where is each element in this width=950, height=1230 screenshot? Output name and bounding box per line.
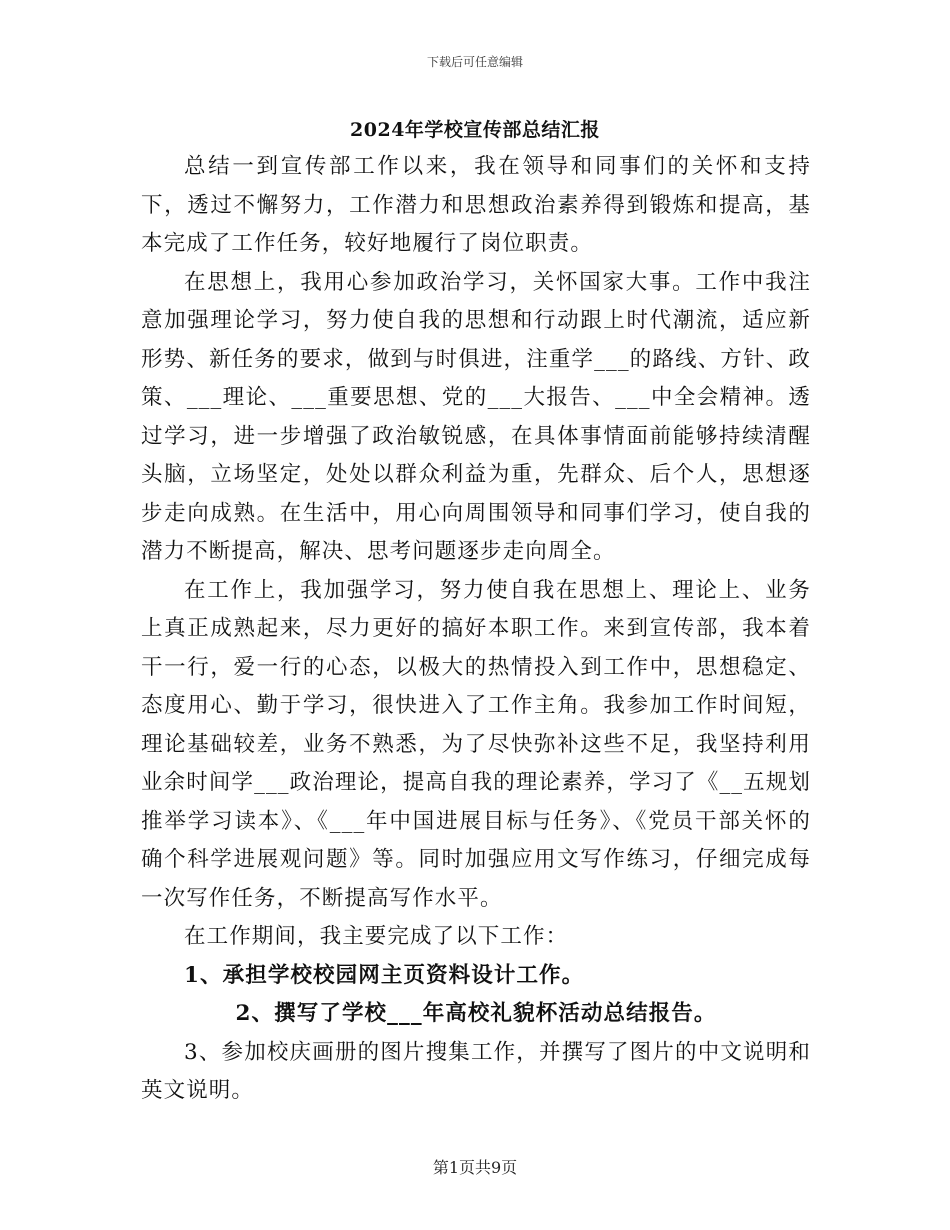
- paragraph-tasks-lead: 在工作期间，我主要完成了以下工作：: [184, 924, 569, 949]
- task-item-3: 3、参加校庆画册的图片搜集工作，并撰写了图片的中文说明和英文说明。: [141, 1039, 811, 1103]
- paragraph-work: 在工作上，我加强学习，努力使自我在思想上、理论上、业务上真正成熟起来，尽力更好的搞好本职工作。来到宣传部，我本着干一行，爱一行的心态，以极大的热情投入到工作中，思想稳定、态度用心、勤于学习，很快进入了工作主角。我参加工作时间短，理论基础较差，业务不熟悉，为了尽快弥补这些不足，我坚持利用业余时间学___政治理论，提高自我的理论素养，学习了《__五规划推举学习读本》、《___年中国进展目标与任务》、《党员干部关怀的确个科学进展观问题》等。同时加强应用文写作练习，仔细完成每一次写作任务，不断提高写作水平。: [141, 577, 811, 911]
- paragraph-ideology: 在思想上，我用心参加政治学习，关怀国家大事。工作中我注意加强理论学习，努力使自我的思想和行动跟上时代潮流，适应新形势、新任务的要求，做到与时俱进，注重学___的路线、方针、政策、___理论、___重要思想、党的___大报告、___中全会精神。透过学习，进一步增强了政治敏锐感，在具体事情面前能够持续清醒头脑，立场坚定，处处以群众利益为重，先群众、后个人，思想逐步走向成熟。在生活中，用心向周围领导和同事们学习，使自我的潜力不断提高，解决、思考问题逐步走向周全。: [141, 269, 811, 564]
- page-number: 第1页共9页: [432, 1158, 518, 1177]
- document-title: 2024年学校宣传部总结汇报: [350, 119, 600, 141]
- task-item-1: 1、承担学校校园网主页资料设计工作。: [184, 962, 585, 988]
- task-item-2: 2、撰写了学校___年高校礼貌杯活动总结报告。: [235, 1001, 717, 1026]
- page-header-note: 下载后可任意编辑: [426, 55, 523, 69]
- paragraph-intro: 总结一到宣传部工作以来，我在领导和同事们的关怀和支持下，透过不懈努力，工作潜力和思想政治素养得到锻炼和提高，基本完成了工作任务，较好地履行了岗位职责。: [141, 154, 811, 256]
- document-body: [141, 148, 811, 1111]
